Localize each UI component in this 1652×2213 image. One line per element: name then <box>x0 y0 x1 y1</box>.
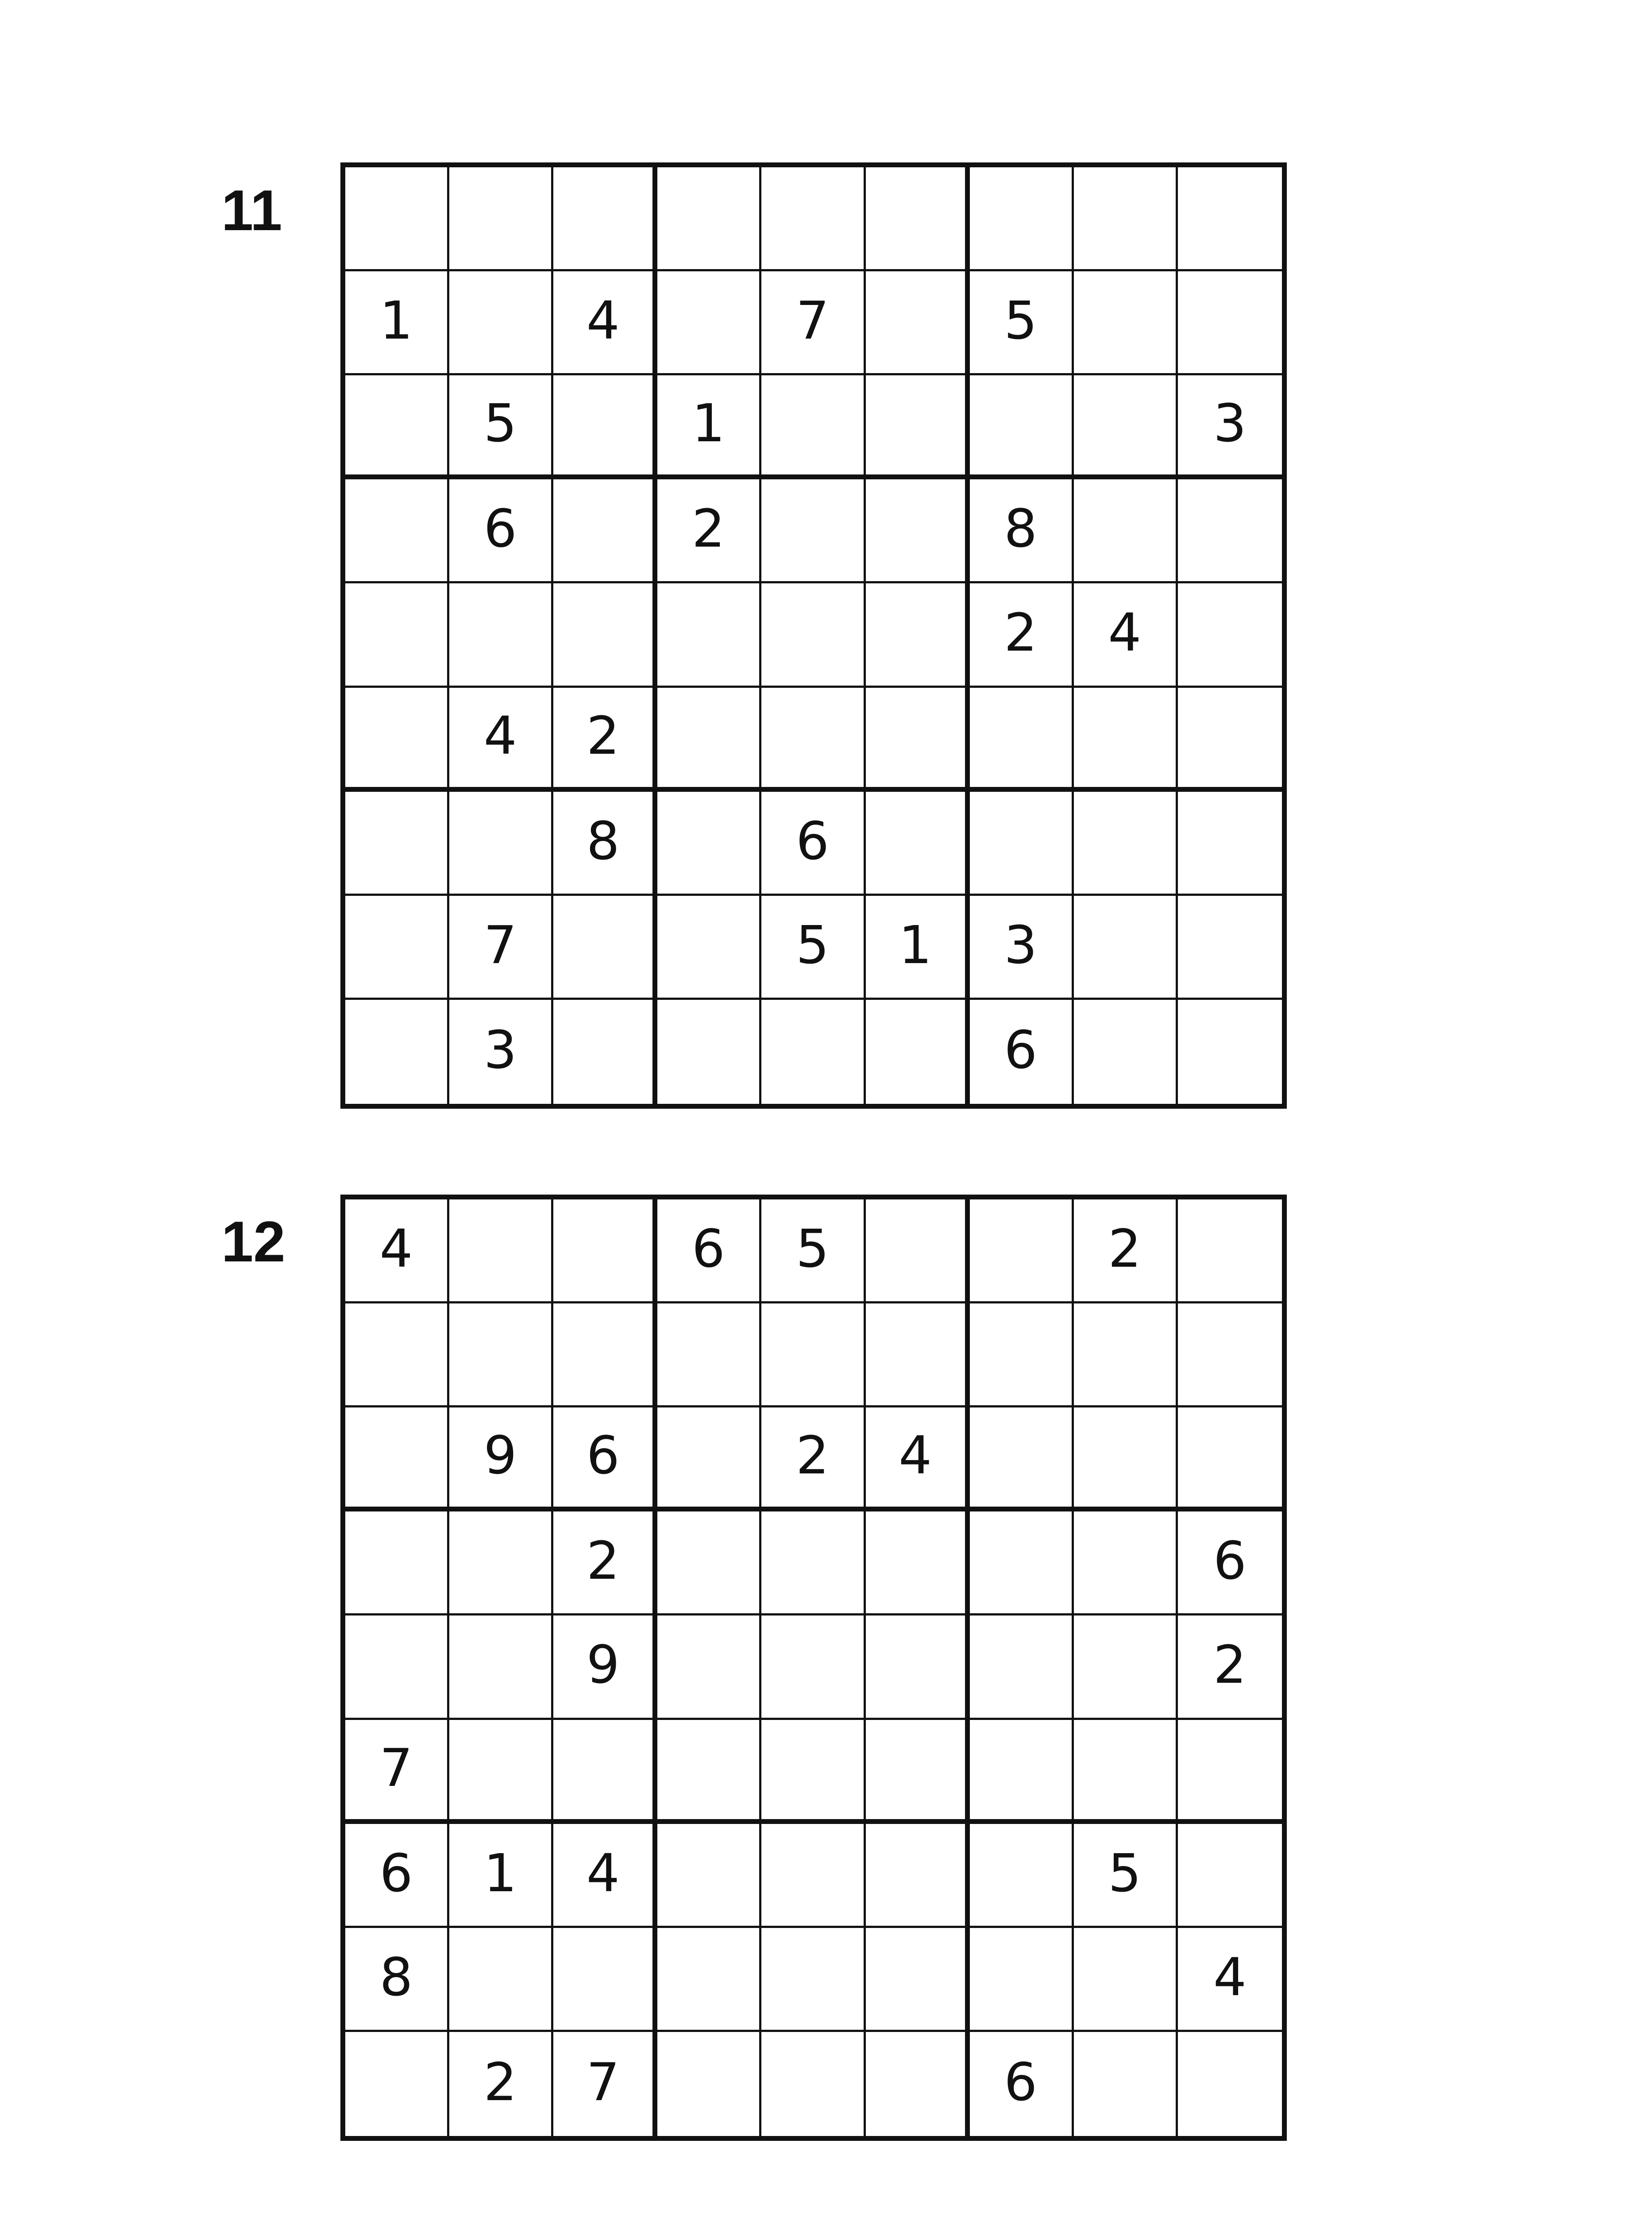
sudoku-cell[interactable] <box>761 1511 865 1615</box>
puzzle-number: 12 <box>221 1209 286 1274</box>
sudoku-cell[interactable] <box>761 375 865 479</box>
sudoku-cell[interactable] <box>657 1511 761 1615</box>
sudoku-cell[interactable] <box>970 1303 1074 1407</box>
sudoku-cell[interactable] <box>657 1407 761 1511</box>
sudoku-cell[interactable] <box>1178 1824 1282 1928</box>
sudoku-cell[interactable] <box>657 2032 761 2136</box>
sudoku-cell[interactable] <box>345 1511 449 1615</box>
sudoku-cell[interactable] <box>1074 2032 1178 2136</box>
sudoku-cell[interactable]: 6 <box>970 1000 1074 1104</box>
sudoku-cell[interactable]: 6 <box>449 479 553 583</box>
sudoku-cell[interactable] <box>345 1303 449 1407</box>
sudoku-cell[interactable]: 5 <box>449 375 553 479</box>
sudoku-grid <box>340 1195 1287 2141</box>
sudoku-cell[interactable] <box>1178 1303 1282 1407</box>
sudoku-cell[interactable]: 2 <box>1074 1199 1178 1303</box>
sudoku-cell[interactable] <box>970 1720 1074 1824</box>
sudoku-cell[interactable] <box>866 583 970 687</box>
sudoku-cell[interactable] <box>657 1000 761 1104</box>
sudoku-cell[interactable] <box>1178 479 1282 583</box>
sudoku-cell[interactable]: 4 <box>1178 1928 1282 2032</box>
sudoku-cell[interactable] <box>449 1615 553 1720</box>
sudoku-cell[interactable] <box>1178 688 1282 792</box>
sudoku-cell[interactable] <box>866 1199 970 1303</box>
sudoku-cell[interactable] <box>761 1824 865 1928</box>
sudoku-cell[interactable]: 5 <box>1074 1824 1178 1928</box>
sudoku-cell[interactable] <box>970 1824 1074 1928</box>
sudoku-cell[interactable]: 1 <box>657 375 761 479</box>
sudoku-cell[interactable] <box>1074 167 1178 271</box>
sudoku-cell[interactable]: 4 <box>553 271 657 375</box>
sudoku-cell[interactable]: 2 <box>553 688 657 792</box>
sudoku-cell[interactable] <box>761 479 865 583</box>
sudoku-cell[interactable] <box>345 167 449 271</box>
sudoku-cell[interactable]: 2 <box>657 479 761 583</box>
sudoku-cell[interactable] <box>866 1720 970 1824</box>
sudoku-cell[interactable] <box>761 1928 865 2032</box>
sudoku-cell[interactable] <box>866 1928 970 2032</box>
sudoku-cell[interactable] <box>345 688 449 792</box>
sudoku-cell[interactable] <box>553 1720 657 1824</box>
sudoku-cell[interactable]: 4 <box>449 688 553 792</box>
sudoku-cell[interactable] <box>761 688 865 792</box>
sudoku-cell[interactable] <box>345 792 449 896</box>
sudoku-cell[interactable] <box>866 1000 970 1104</box>
sudoku-cell[interactable] <box>657 583 761 687</box>
sudoku-cell[interactable] <box>761 583 865 687</box>
sudoku-cell[interactable] <box>866 167 970 271</box>
sudoku-cell[interactable]: 9 <box>449 1407 553 1511</box>
sudoku-cell[interactable] <box>345 375 449 479</box>
sudoku-cell[interactable]: 4 <box>345 1199 449 1303</box>
sudoku-cell[interactable]: 7 <box>449 896 553 1000</box>
sudoku-cell[interactable] <box>657 1928 761 2032</box>
sudoku-cell[interactable]: 5 <box>970 271 1074 375</box>
sudoku-cell[interactable] <box>449 1511 553 1615</box>
sudoku-cell[interactable]: 1 <box>866 896 970 1000</box>
sudoku-cell[interactable] <box>449 271 553 375</box>
sudoku-cell[interactable]: 4 <box>1074 583 1178 687</box>
sudoku-cell[interactable] <box>1074 1303 1178 1407</box>
sudoku-cell[interactable] <box>657 792 761 896</box>
sudoku-cell[interactable] <box>553 1303 657 1407</box>
sudoku-cell[interactable] <box>449 792 553 896</box>
sudoku-cell[interactable] <box>657 896 761 1000</box>
sudoku-cell[interactable] <box>970 1615 1074 1720</box>
sudoku-cell[interactable]: 2 <box>449 2032 553 2136</box>
sudoku-cell[interactable] <box>1178 2032 1282 2136</box>
sudoku-cell[interactable] <box>866 271 970 375</box>
sudoku-cell[interactable]: 2 <box>553 1511 657 1615</box>
sudoku-cell[interactable] <box>657 688 761 792</box>
sudoku-cell[interactable] <box>345 1000 449 1104</box>
sudoku-cell[interactable] <box>345 583 449 687</box>
sudoku-cell[interactable]: 4 <box>866 1407 970 1511</box>
sudoku-cell[interactable] <box>553 167 657 271</box>
sudoku-cell[interactable] <box>1074 688 1178 792</box>
sudoku-cell[interactable] <box>553 1199 657 1303</box>
sudoku-cell[interactable]: 9 <box>553 1615 657 1720</box>
sudoku-cell[interactable] <box>553 1928 657 2032</box>
sudoku-cell[interactable] <box>1074 792 1178 896</box>
sudoku-cell[interactable] <box>1178 1000 1282 1104</box>
sudoku-cell[interactable]: 6 <box>657 1199 761 1303</box>
sudoku-cell[interactable] <box>866 1615 970 1720</box>
sudoku-cell[interactable]: 3 <box>1178 375 1282 479</box>
sudoku-cell[interactable] <box>1074 896 1178 1000</box>
sudoku-cell[interactable] <box>761 1000 865 1104</box>
sudoku-cell[interactable]: 8 <box>345 1928 449 2032</box>
sudoku-cell[interactable] <box>1178 583 1282 687</box>
sudoku-cell[interactable] <box>553 1000 657 1104</box>
sudoku-cell[interactable]: 4 <box>553 1824 657 1928</box>
sudoku-cell[interactable] <box>761 1303 865 1407</box>
sudoku-cell[interactable] <box>866 1824 970 1928</box>
sudoku-cell[interactable] <box>553 479 657 583</box>
sudoku-cell[interactable]: 8 <box>970 479 1074 583</box>
sudoku-cell[interactable] <box>866 2032 970 2136</box>
sudoku-cell[interactable] <box>866 479 970 583</box>
sudoku-cell[interactable]: 3 <box>970 896 1074 1000</box>
sudoku-cell[interactable] <box>345 1407 449 1511</box>
sudoku-cell[interactable] <box>970 688 1074 792</box>
sudoku-cell[interactable] <box>1074 1720 1178 1824</box>
sudoku-cell[interactable] <box>1074 271 1178 375</box>
sudoku-cell[interactable] <box>970 375 1074 479</box>
sudoku-cell[interactable]: 6 <box>970 2032 1074 2136</box>
sudoku-cell[interactable] <box>345 479 449 583</box>
sudoku-cell[interactable] <box>345 2032 449 2136</box>
sudoku-cell[interactable] <box>345 896 449 1000</box>
sudoku-cell[interactable]: 7 <box>553 2032 657 2136</box>
sudoku-cell[interactable] <box>553 375 657 479</box>
sudoku-cell[interactable]: 2 <box>1178 1615 1282 1720</box>
sudoku-cell[interactable] <box>345 1615 449 1720</box>
sudoku-cell[interactable] <box>1074 1407 1178 1511</box>
sudoku-cell[interactable]: 2 <box>970 583 1074 687</box>
sudoku-cell[interactable] <box>1178 167 1282 271</box>
sudoku-cell[interactable] <box>761 167 865 271</box>
sudoku-cell[interactable] <box>761 1720 865 1824</box>
sudoku-cell[interactable] <box>657 167 761 271</box>
sudoku-cell[interactable]: 7 <box>761 271 865 375</box>
sudoku-cell[interactable] <box>1074 1615 1178 1720</box>
sudoku-cell[interactable] <box>1178 1199 1282 1303</box>
sudoku-cell[interactable] <box>1074 1000 1178 1104</box>
sudoku-cell[interactable] <box>1178 896 1282 1000</box>
sudoku-cell[interactable] <box>1074 1511 1178 1615</box>
sudoku-grid <box>340 162 1287 1109</box>
sudoku-cell[interactable] <box>866 688 970 792</box>
sudoku-cell[interactable]: 6 <box>553 1407 657 1511</box>
sudoku-cell[interactable] <box>761 2032 865 2136</box>
sudoku-cell[interactable] <box>970 792 1074 896</box>
sudoku-cell[interactable] <box>657 1303 761 1407</box>
sudoku-cell[interactable] <box>657 1720 761 1824</box>
sudoku-cell[interactable]: 5 <box>761 896 865 1000</box>
sudoku-cell[interactable]: 8 <box>553 792 657 896</box>
sudoku-cell[interactable]: 5 <box>761 1199 865 1303</box>
sudoku-cell[interactable] <box>970 1199 1074 1303</box>
sudoku-cell[interactable]: 1 <box>345 271 449 375</box>
sudoku-cell[interactable]: 6 <box>345 1824 449 1928</box>
sudoku-cell[interactable] <box>1074 375 1178 479</box>
sudoku-cell[interactable] <box>657 1824 761 1928</box>
sudoku-cell[interactable] <box>1178 271 1282 375</box>
sudoku-cell[interactable] <box>1074 1928 1178 2032</box>
sudoku-cell[interactable] <box>866 1511 970 1615</box>
sudoku-cell[interactable]: 1 <box>449 1824 553 1928</box>
sudoku-cell[interactable] <box>970 1407 1074 1511</box>
sudoku-cell[interactable] <box>449 167 553 271</box>
sudoku-cell[interactable] <box>449 1928 553 2032</box>
sudoku-cell[interactable] <box>449 1199 553 1303</box>
sudoku-cell[interactable] <box>1178 1720 1282 1824</box>
sudoku-cell[interactable] <box>1178 792 1282 896</box>
sudoku-cell[interactable] <box>866 375 970 479</box>
sudoku-cell[interactable] <box>657 1615 761 1720</box>
sudoku-cell[interactable]: 3 <box>449 1000 553 1104</box>
sudoku-cell[interactable] <box>866 792 970 896</box>
sudoku-cell[interactable]: 2 <box>761 1407 865 1511</box>
sudoku-cell[interactable] <box>449 1720 553 1824</box>
sudoku-cell[interactable] <box>449 583 553 687</box>
sudoku-cell[interactable] <box>1178 1407 1282 1511</box>
sudoku-cell[interactable] <box>970 1928 1074 2032</box>
sudoku-cell[interactable] <box>761 1615 865 1720</box>
sudoku-cell[interactable]: 7 <box>345 1720 449 1824</box>
sudoku-cell[interactable] <box>553 896 657 1000</box>
sudoku-cell[interactable]: 6 <box>1178 1511 1282 1615</box>
sudoku-cell[interactable]: 6 <box>761 792 865 896</box>
sudoku-cell[interactable] <box>449 1303 553 1407</box>
puzzle-number: 11 <box>221 178 282 243</box>
sudoku-cell[interactable] <box>866 1303 970 1407</box>
sudoku-cell[interactable] <box>657 271 761 375</box>
sudoku-cell[interactable] <box>553 583 657 687</box>
sudoku-cell[interactable] <box>1074 479 1178 583</box>
sudoku-cell[interactable] <box>970 1511 1074 1615</box>
sudoku-cell[interactable] <box>970 167 1074 271</box>
